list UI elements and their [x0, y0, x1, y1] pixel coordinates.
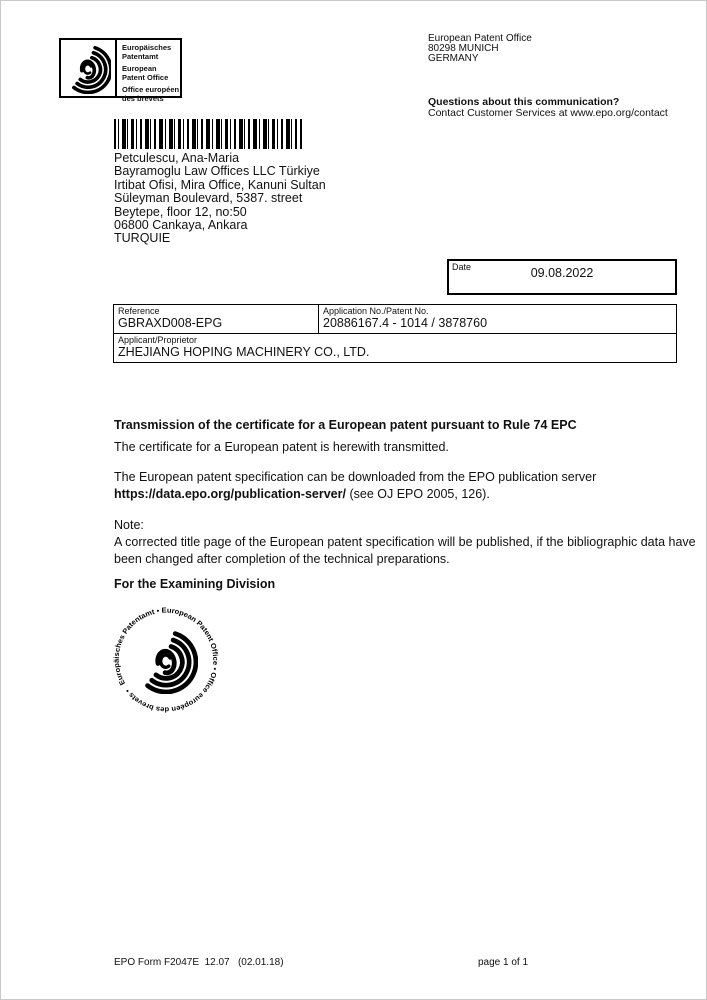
- sender-line: European Patent Office: [428, 33, 532, 44]
- date-box: [447, 259, 677, 295]
- info-table: [113, 304, 677, 363]
- barcode-image: [114, 119, 302, 149]
- contact-line: Contact Customer Services at www.epo.org/contact: [428, 107, 668, 119]
- address-line: TURQUIE: [114, 231, 171, 246]
- stamp-circular-text: Europäisches Patentamt • European Patent Office • Office européen des brevets •: [111, 605, 221, 715]
- body-title: Transmission of the certificate for a European patent pursuant to Rule 74 EPC: [114, 418, 577, 432]
- date-label: Date: [452, 262, 472, 272]
- application-number-cell: [319, 305, 676, 333]
- address-line: Beytepe, floor 12, no:50: [114, 204, 247, 219]
- note-block: [114, 517, 699, 568]
- logo-label-en: European: [122, 64, 157, 73]
- epo-logo-labels: [117, 40, 180, 103]
- contact-heading: Questions about this communication?: [428, 96, 620, 108]
- publication-server-url: https://data.epo.org/publication-server/: [114, 486, 346, 501]
- stamp-swirl-icon: [147, 631, 200, 696]
- epo-swirl-logo-icon: [61, 40, 117, 96]
- address-line: Irtibat Ofisi, Mira Office, Kanuni Sultan: [114, 177, 326, 192]
- contact-block: [428, 97, 668, 119]
- oj-reference: (see OJ EPO 2005, 126).: [345, 486, 490, 501]
- address-line: 06800 Cankaya, Ankara: [114, 218, 248, 233]
- note-label: Note:: [114, 518, 144, 532]
- table-row: [114, 305, 676, 334]
- sender-address: [428, 34, 532, 64]
- date-value: 09.08.2022: [530, 266, 594, 280]
- address-line: Petculescu, Ana-Maria: [114, 151, 240, 165]
- logo-label-de: Europäisches: [122, 43, 172, 52]
- note-text: A corrected title page of the European patent specification will be published, if the bibliographic data have been changed after completion of the technical preparations.: [114, 535, 696, 566]
- paragraph-download: [114, 469, 596, 502]
- application-number-label: Application No./Patent No.: [323, 306, 429, 316]
- logo-label-de: Patentamt: [122, 51, 159, 61]
- recipient-address: [114, 152, 326, 246]
- epo-stamp: [111, 605, 221, 715]
- logo-label-en: Patent Office: [122, 72, 169, 82]
- logo-label-fr: Office européen: [122, 85, 180, 94]
- paragraph-download-line1: The European patent specification can be downloaded from the EPO publication server: [114, 470, 597, 484]
- sender-line: GERMANY: [428, 53, 479, 64]
- reference-cell: [114, 305, 319, 333]
- footer-page-number: page 1 of 1: [478, 957, 529, 968]
- sender-line: 80298 MUNICH: [428, 43, 499, 54]
- application-number-value: 20886167.4 - 1014 / 3878760: [323, 316, 488, 330]
- applicant-cell: [114, 334, 676, 362]
- logo-label-fr: des brevets: [122, 93, 164, 103]
- footer-form-id: EPO Form F2047E 12.07 (02.01.18): [114, 957, 284, 968]
- address-line: Süleyman Boulevard, 5387. street: [114, 191, 303, 206]
- applicant-value: ZHEJIANG HOPING MACHINERY CO., LTD.: [118, 345, 370, 359]
- paragraph-download-line2: [114, 486, 596, 503]
- epo-logo-box: [59, 38, 182, 103]
- reference-value: GBRAXD008-EPG: [118, 316, 223, 330]
- reference-label: Reference: [118, 306, 160, 316]
- applicant-label: Applicant/Proprietor: [118, 335, 198, 345]
- address-line: Bayramoglu Law Offices LLC Türkiye: [114, 164, 320, 179]
- paragraph-transmitted: The certificate for a European patent is herewith transmitted.: [114, 440, 449, 454]
- stamp-circular-text-holder: [112, 605, 221, 714]
- signature-line: For the Examining Division: [114, 577, 276, 591]
